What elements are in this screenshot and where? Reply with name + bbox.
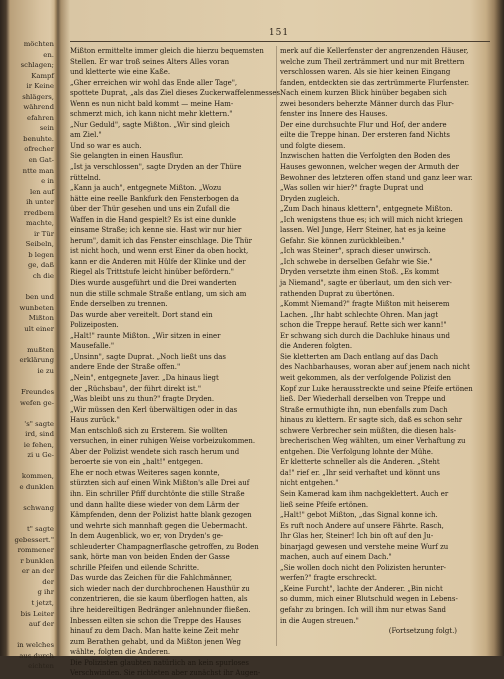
text-line: schwere Verbrecher sein müßten, die diesen hals- — [280, 426, 457, 435]
text-line: Dryden zugleich. — [280, 194, 340, 203]
text-line: versuchen, in einer ruhigen Weise vorbeizukommen. — [70, 437, 256, 446]
text-line: ja Niemand", sagte er überlaut, um den sich ver- — [280, 279, 452, 288]
text-line: binarjagd gewesen und verstehe meine Wurf zu — [280, 542, 449, 551]
text-line: Die Polizisten glaubten natürlich an kein spurloses — [70, 658, 249, 667]
text-line: nicht entgehen." — [280, 479, 339, 488]
facing-page-line: b legen — [28, 250, 54, 259]
facing-page-line: aus durch — [19, 651, 54, 660]
text-line: Straße ermuthigte ihn, nun ebenfalls zum Dach — [280, 405, 448, 414]
text-line: „Wir müssen den Kerl überwältigen oder in das — [70, 405, 238, 414]
text-line: Der eine durchsuchte Flur und Hof, der andere — [280, 120, 447, 129]
facing-page-fragment — [0, 0, 56, 671]
facing-page-line: der — [42, 577, 54, 586]
facing-page-line: machte, — [26, 219, 54, 228]
text-line: entgehen. Die Verfolgung lohnte der Mühe. — [280, 447, 434, 456]
facing-page-line: sein — [39, 124, 54, 133]
text-line: stürzten sich auf einen Wink Mißton's alle Drei auf — [70, 479, 250, 488]
facing-page-line: ch die — [32, 272, 54, 281]
facing-page-line — [0, 282, 54, 293]
facing-page-line: ben und — [25, 293, 54, 302]
facing-page-line: wunbeten — [19, 303, 54, 312]
text-line: sich wieder nach der durchbrochenen Hausthür zu — [70, 584, 250, 593]
text-line: und dann hallte diese wieder von dem Lärm der — [70, 500, 240, 509]
facing-page-line: ntte man — [22, 166, 54, 175]
facing-page-line: Mißton — [28, 314, 54, 323]
text-line: fenster ins Innere des Hauses. — [280, 110, 388, 119]
facing-page-line: ofrecher — [24, 145, 54, 154]
text-line: fanden, entdeckten sie das zertrümmerte Flurfenster. — [280, 78, 470, 87]
text-line: Waffen in die Hand gespielt? Es ist eine dunkle — [70, 215, 236, 224]
text-line: Es ruft noch Andere auf unsere Fährte. Rasch, — [280, 521, 444, 530]
text-line: Ende derselben zu trennen. — [70, 300, 168, 309]
facing-page-line: ird, sind — [25, 430, 54, 439]
text-line: „Ich schwebe in derselben Gefahr wie Sie." — [280, 257, 433, 266]
text-line: da!" rief er. „Ihr seid verhaftet und könnt uns — [280, 468, 440, 477]
facing-page-line: rredbem — [23, 208, 54, 217]
text-line: schrille Pfeifen und eilende Schritte. — [70, 563, 200, 572]
text-line: am Ziel." — [70, 131, 102, 140]
header-rule — [70, 41, 490, 42]
facing-page-line: ie fehen, — [23, 440, 54, 449]
text-line: so dumm, mich einer Blutschuld wegen in Lebens- — [280, 595, 458, 604]
text-line: lassen. Wel Junge, Herr Steiner, hat es ja keine — [280, 226, 446, 235]
text-line: Das wurde aber vereitelt. Dort stand ein — [70, 310, 213, 319]
text-line: machen, auch auf einem Dach." — [280, 553, 392, 562]
text-line: nun die stille schmale Straße entlang, um sich am — [70, 289, 247, 298]
column-divider — [276, 46, 277, 646]
facing-page-line: Seibeln, — [25, 240, 54, 249]
text-line: Bewohner des letzteren offen stand und ganz leer war. — [280, 173, 473, 182]
text-line: zum Berathen gehabt, und da Mißton jenen Weg — [70, 637, 241, 646]
facing-page-line: en. — [43, 50, 54, 59]
text-line: „Halt!" raunte Mißton. „Wir sitzen in einer — [70, 331, 221, 340]
text-line: „Ich wenigstens thue es; ich will mich nicht kriegen — [280, 215, 463, 224]
facing-page-line: r bunklen — [20, 556, 54, 565]
facing-page-line — [0, 377, 54, 388]
text-line: Kopf zur Luke herausstreckte und seine Pfeife ertönen — [280, 384, 473, 393]
text-line: brecherischen Weg wählten, um einer Verhaftung zu — [280, 437, 466, 446]
text-line: Riegel als Trittstufe leicht hinüber befördern." — [70, 268, 234, 277]
facing-page-line: ult einer — [24, 324, 54, 333]
text-line: Lachen. „Ihr habt schlechte Ohren. Man jagt — [280, 310, 439, 319]
text-line: Dryden versetzte ihm einen Stoß. „Es kommt — [280, 268, 440, 277]
text-line: wählte, folgten die Anderen. — [70, 648, 171, 657]
facing-page-line — [0, 514, 54, 525]
text-line: „Halt!" gebot Mißton, „das Signal konne ich. — [280, 511, 438, 520]
facing-page-line: Kampf — [31, 71, 54, 80]
text-line: „Ich was Steiner", sprach dieser unwirsch. — [280, 247, 431, 256]
facing-page-line: erklärung — [19, 356, 54, 365]
text-line: Mausefalle." — [70, 342, 115, 351]
text-line: ließ seine Pfeife ertönen. — [280, 500, 369, 509]
facing-page-line: en Gat- — [28, 156, 54, 165]
text-line: Nach einem kurzen Blick hinüber begaben sich — [280, 89, 447, 98]
text-line: „Sie wollen doch nicht den Polizisten herunter- — [280, 563, 447, 572]
text-line: sank, hörte man von beiden Enden der Gasse — [70, 553, 230, 562]
text-line: und kletterte wie eine Kaße. — [70, 68, 171, 77]
text-line: „Nein", entgegnete Javer. „Da hinaus liegt — [70, 373, 219, 382]
text-line: Ihr Glas her, Steiner! Ich bin oft auf den Ju- — [280, 532, 434, 541]
text-line: In dem Augenblick, wo er, von Dryden's ge- — [70, 532, 224, 541]
facing-page-line: er an der — [21, 567, 54, 576]
text-line: schmerzt mich, ich kann nicht mehr klettern." — [70, 110, 233, 119]
text-line: „Was sollen wir hier?" fragte Duprat und — [280, 184, 424, 193]
text-line: „Ist ja verschlossen", sagte Dryden an der Thüre — [70, 163, 242, 172]
facing-page-line: 's" sagte — [24, 419, 54, 428]
text-line: Sie gelangten in einen Hausflur. — [70, 152, 184, 161]
text-line: Ehe er noch etwas Weiteres sagen konnte, — [70, 468, 220, 477]
text-line: Verschwinden. Sie richteten aber zunächst ihr Augen- — [70, 669, 261, 678]
facing-page-line — [0, 493, 54, 504]
text-line: conzentrieren, die sie kaum überflogen hatten, als — [70, 595, 248, 604]
text-line: Man entschloß sich zu Ersterem. Sie wollten — [70, 426, 228, 435]
text-line: beroerte sie von ein „halt!" entgegen. — [70, 458, 203, 467]
text-line: Stellen. Er war troß seines Alters Alles voran — [70, 57, 230, 66]
text-line: die Anderen folgten. — [280, 342, 353, 351]
text-line: „Was bleibt uns zu thun?" fragte Dryden. — [70, 395, 215, 404]
facing-page-line: efahren — [27, 113, 54, 122]
facing-page-line: shlägers, — [22, 92, 54, 101]
text-line: Inzwischen hatten die Verfolgten den Boden des — [280, 152, 451, 161]
facing-page-line — [0, 408, 54, 419]
page-number: 151 — [268, 28, 290, 38]
text-line: herum", damit ich das Fenster einschlage. Die Thür — [70, 236, 252, 245]
text-line: des Nachbarhauses, woran aber auf jenem nach nicht — [280, 363, 470, 372]
text-line: und folgte diesem. — [280, 141, 346, 150]
text-line: „Kommt Niemand?" fragte Mißton mit heiserem — [280, 300, 450, 309]
text-line: Inbessen eilten sie schon die Treppe des Hauses — [70, 616, 242, 625]
facing-page-line: e dunklen — [19, 482, 54, 491]
facing-page-line: in welches — [17, 641, 54, 650]
text-line: werfen?" fragte erschreckt. — [280, 574, 378, 583]
text-line: Polizeiposten. — [70, 321, 119, 330]
text-line: ist nicht hoch, und wenn erst Einer da oben hockt, — [70, 247, 249, 256]
text-line: Hauses gewonnen, welcher wegen der Armuth der — [280, 163, 459, 172]
facing-page-line: schlagen; — [20, 61, 54, 70]
facing-page-line: g ihr — [37, 588, 54, 597]
facing-page-line: t jetzt, — [31, 598, 54, 607]
text-line: Sein Kamerad kam ihm nachgeklettert. Auch er — [280, 489, 449, 498]
facing-page-line: t" sagte — [26, 525, 54, 534]
text-line: „Zum Dach hinaus klettern", entgegnete Mißton. — [280, 205, 453, 214]
facing-page-text — [0, 39, 54, 672]
facing-page-line: zi u Ge- — [27, 451, 54, 460]
text-line: ihn. Ein schriller Pfiff durchtönte die stille Straße — [70, 489, 245, 498]
facing-page-line — [0, 334, 54, 345]
facing-page-line: eichten — [28, 662, 54, 671]
facing-page-line: gebessert." — [14, 535, 54, 544]
text-line: Dies wurde ausgeführt und die Drei wanderten — [70, 279, 237, 288]
text-line: über der Thür gesehen und uns ein Zufall die — [70, 205, 230, 214]
facing-page-line: rommener — [17, 546, 54, 555]
text-line: in die Augen streuen." — [280, 616, 359, 625]
text-line: „Nur Geduld", sagte Mißton. „Wir sind gleich — [70, 120, 230, 129]
facing-page-line: ir Tür — [33, 229, 54, 238]
continuation-note: (Fortsetzung folgt.) — [388, 627, 457, 636]
text-line: hinauf zu dem Dach. Man hatte keine Zeit mehr — [70, 627, 239, 636]
facing-page-line: ge, daß — [28, 261, 54, 270]
text-line: spottete Duprat, „als das Ziel dieses Zuckerwaffelenmesses. — [70, 89, 283, 98]
text-line: kann er die Anderen mit Hülfe der Klinke und der — [70, 257, 246, 266]
facing-page-line: benuhte. — [23, 134, 54, 143]
facing-page-line — [0, 630, 54, 641]
text-line: rüttelnd. — [70, 173, 101, 182]
text-line: Das wurde das Zeichen für die Fahlchmänner, — [70, 574, 233, 583]
facing-page-line: ih unter — [26, 198, 54, 207]
page-edge-shadow — [494, 0, 504, 656]
facing-page-line — [0, 461, 54, 472]
text-line: und wehrte sich mannhaft gegen die Uebermacht. — [70, 521, 248, 530]
right-text-column — [280, 46, 485, 637]
text-line: Kämpfenden, denn der Polizist hatte blank gezogen — [70, 511, 252, 520]
facing-page-line: e in — [41, 177, 54, 186]
left-text-column — [70, 46, 283, 679]
facing-page-line: mußten — [27, 345, 54, 354]
text-line: hinaus zu klettern. Er sagte sich, daß es schon sehr — [280, 416, 463, 425]
text-line: „Kann ja auch", entgegnete Mißton. „Wozu — [70, 184, 222, 193]
facing-page-line: bis Leiter — [20, 609, 54, 618]
text-line: andere Ende der Straße offen." — [70, 363, 181, 372]
text-line: Aber der Polizist wendete sich rasch herum und — [70, 447, 240, 456]
text-line: weit gekommen, als der verfolgende Polizist den — [280, 373, 452, 382]
facing-page-line: schwang — [23, 504, 54, 513]
text-line: Haus zurück." — [70, 416, 120, 425]
facing-page-line: auf der — [28, 620, 54, 629]
text-line: Und so war es auch. — [70, 141, 142, 150]
text-line: Er kletterte schneller als die Anderen. „Steht — [280, 458, 440, 467]
facing-page-line: möchten — [23, 40, 54, 48]
text-line: Er schwang sich durch die Dachluke hinaus und — [280, 331, 450, 340]
text-line: zwei besonders beherzte Männer durch das Flur- — [280, 99, 454, 108]
text-line: „Keine Furcht", lachte der Anderer. „Bin nicht — [280, 584, 443, 593]
facing-page-line: ir Keine — [26, 82, 54, 91]
text-line: rathenden Duprat zu übertönen. — [280, 289, 395, 298]
facing-page-line: kommen, — [21, 472, 54, 481]
text-line: Mißton ermittelte immer gleich die hierzu bequemsten — [70, 47, 264, 55]
facing-page-line: len auf — [29, 187, 54, 196]
text-line: einsame Straße; ich kenne sie. Hast wir nur hier — [70, 226, 242, 235]
text-line: ließ. Der Wiederhall derselben von Treppe und — [280, 395, 446, 404]
facing-page-line: Freundes — [20, 388, 54, 397]
text-line: der „Rüchsbau", der führt direkt ist." — [70, 384, 202, 393]
text-line: welche zum Theil zerträmmert und nur mit Brettern — [280, 57, 465, 66]
facing-page-line: ie zu — [37, 366, 54, 375]
text-line: „Gher erreichen wir wohl das Ende aller Tage", — [70, 78, 238, 87]
text-line: hätte eine reelle Bankfurk den Fensterbogen da — [70, 194, 239, 203]
text-line: Sie kletterten am Dach entlang auf das Dach — [280, 352, 439, 361]
facing-page-line: während — [23, 103, 54, 112]
book-page — [62, 0, 496, 678]
text-line: verschlossen waren. Als sie hier keinen Eingang — [280, 68, 451, 77]
text-line: Gefahr. Sie können zurückbleiben." — [280, 236, 405, 245]
text-line: ihre heidereiltigen Bedränger anlehnunder fließen. — [70, 605, 251, 614]
text-line: merk auf die Kellerfenster der angrenzenden Häuser, — [280, 47, 469, 55]
text-line: schleuderter Champagnerflasche getroffen, zu Boden — [70, 542, 259, 551]
text-line: schon die Treppe herauf. Rette sich wer kann!" — [280, 321, 447, 330]
facing-page-line: wefen ge- — [19, 398, 54, 407]
text-line: gefahr zu bringen. Ich will ihm nur etwas Sand — [280, 605, 446, 614]
text-line: Wenn es nun nicht bald kommt — meine Ham- — [70, 99, 234, 108]
text-line: „Unsinn", sagte Duprat. „Noch ließt uns das — [70, 352, 226, 361]
text-line: eilte die Treppe hinan. Der ersteren fand Nichts — [280, 131, 450, 140]
